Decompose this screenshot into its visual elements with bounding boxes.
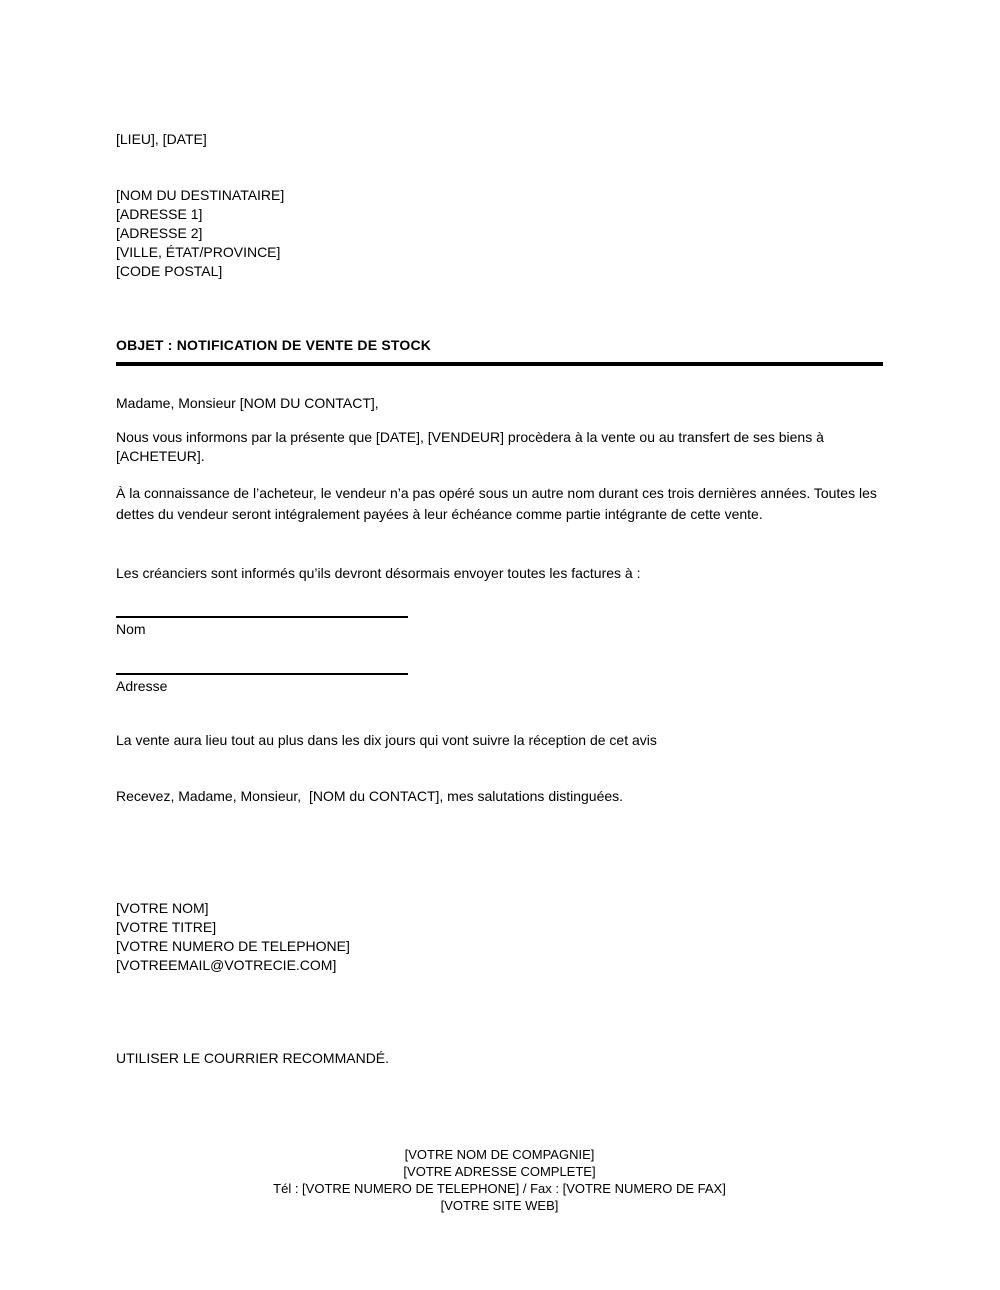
adresse-field-label: Adresse	[116, 678, 168, 694]
paragraph-debts: À la connaissance de l’acheteur, le vendeur n’a pas opéré sous un autre nom durant ces trois dernières années. Toutes les dettes du vendeur seront intégralement payées à leur échéance comme partie intégrante de cette vente.	[116, 485, 877, 522]
paragraph-sale-timing: La vente aura lieu tout au plus dans les dix jours qui vont suivre la réception de cet avis	[116, 732, 657, 748]
nom-blank-line	[116, 616, 408, 618]
subject-line: OBJET : NOTIFICATION DE VENTE DE STOCK	[116, 337, 432, 353]
paragraph-creditors: Les créanciers sont informés qu’ils devront désormais envoyer toutes les factures à :	[116, 565, 641, 581]
salutation: Madame, Monsieur [NOM DU CONTACT],	[116, 395, 379, 411]
footer-company-name: [VOTRE NOM DE COMPAGNIE]	[404, 1147, 595, 1162]
recipient-name: [NOM DU DESTINATAIRE]	[116, 187, 285, 203]
recipient-block	[116, 186, 883, 281]
recipient-address-1: [ADRESSE 1]	[116, 206, 203, 222]
subject-underline-rule	[116, 362, 883, 366]
signature-title: [VOTRE TITRE]	[116, 919, 217, 935]
recipient-address-2: [ADRESSE 2]	[116, 225, 203, 241]
paragraph-notification: Nous vous informons par la présente que [DATE], [VENDEUR] procèdera à la vente ou au transfert de ses biens à [ACHETEUR].	[116, 429, 824, 464]
registered-mail-note: UTILISER LE COURRIER RECOMMANDÉ.	[116, 1050, 390, 1066]
signature-email: [VOTREEMAIL@VOTRECIE.COM]	[116, 957, 337, 973]
recipient-postal-code: [CODE POSTAL]	[116, 263, 223, 279]
nom-field-label: Nom	[116, 621, 146, 637]
footer-company-address: [VOTRE ADRESSE COMPLETE]	[403, 1164, 596, 1179]
signature-name: [VOTRE NOM]	[116, 900, 209, 916]
signature-block	[116, 899, 883, 975]
date-line: [LIEU], [DATE]	[116, 131, 207, 147]
adresse-blank-line	[116, 673, 408, 675]
fill-in-field-nom	[116, 616, 408, 639]
footer-phone-fax: Tél : [VOTRE NUMERO DE TELEPHONE] / Fax : [VOTRE NUMERO DE FAX]	[273, 1181, 726, 1196]
signature-phone: [VOTRE NUMERO DE TELEPHONE]	[116, 938, 350, 954]
fill-in-field-adresse	[116, 673, 408, 696]
closing-line: Recevez, Madame, Monsieur, [NOM du CONTACT], mes salutations distinguées.	[116, 788, 624, 804]
recipient-city-state: [VILLE, ÉTAT/PROVINCE]	[116, 244, 281, 260]
footer-website: [VOTRE SITE WEB]	[440, 1198, 559, 1213]
company-footer	[116, 1146, 883, 1214]
